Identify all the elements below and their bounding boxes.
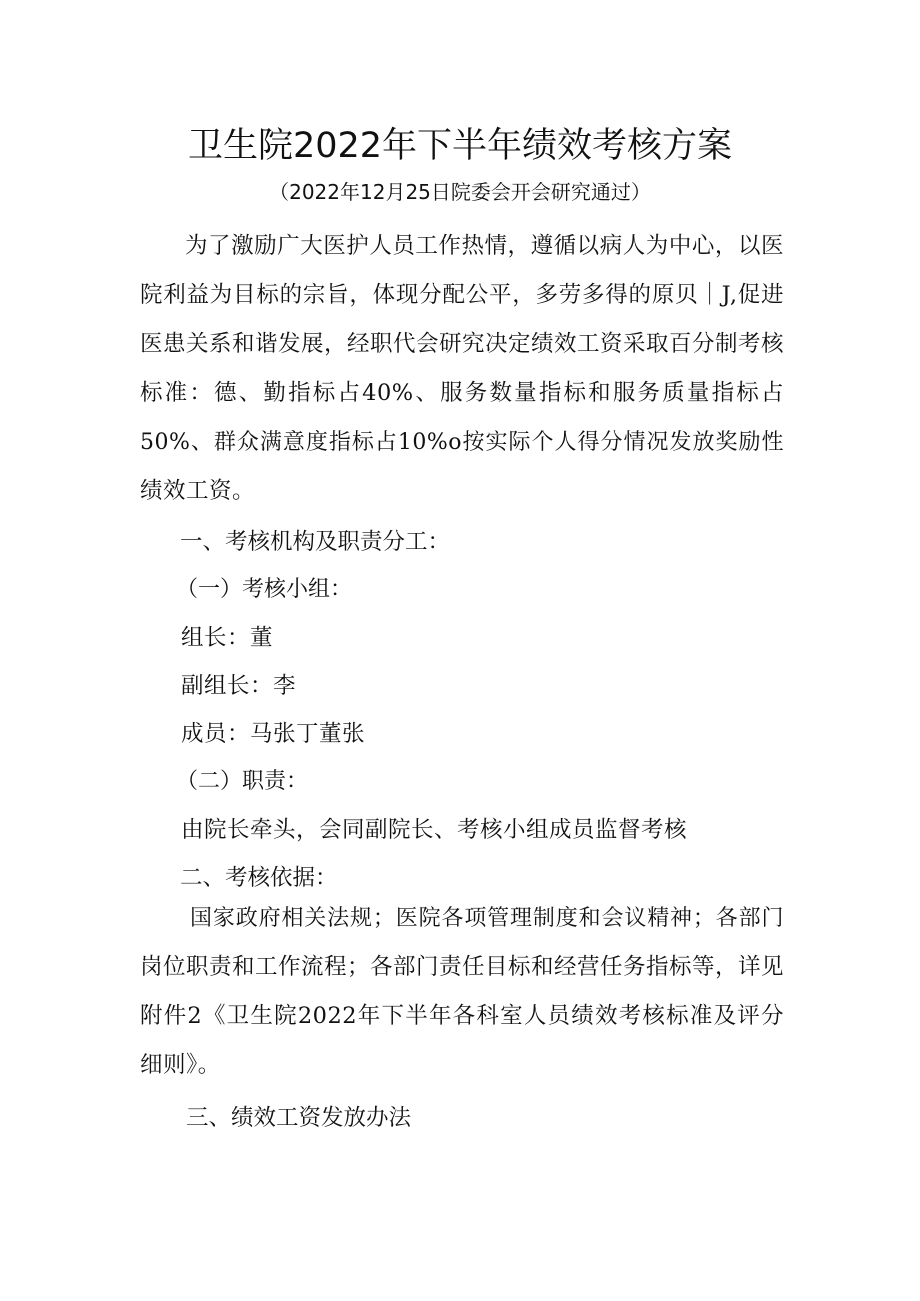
intro-line: 医患关系和谐发展，经职代会研究决定绩效工资采取百分制考核	[140, 331, 785, 357]
document-subtitle: （2022年12月25日院委会开会研究通过）	[269, 180, 651, 204]
intro-paragraph	[140, 222, 784, 516]
basis-paragraph	[140, 894, 784, 1090]
group-deputy: 副组长：李	[181, 673, 297, 699]
duty-heading: （二）职责：	[176, 769, 309, 794]
group-heading: （一）考核小组：	[176, 577, 353, 602]
group-leader: 组长：董	[181, 625, 274, 651]
duty-text: 由院长牵头，会同副院长、考核小组成员监督考核	[181, 817, 688, 843]
document-title: 卫生院2022年下半年绩效考核方案	[187, 126, 733, 166]
intro-line: 50%、群众满意度指标占10%o按实际个人得分情况发放奖励性	[140, 430, 784, 455]
intro-line: 为了激励广大医护人员工作热情，遵循以病人为中心，以医	[185, 233, 784, 259]
intro-line: 标准：德、勤指标占40%、服务数量指标和服务质量指标占	[140, 380, 784, 406]
basis-line: 岗位职责和工作流程；各部门责任目标和经营任务指标等，详见	[140, 954, 785, 980]
intro-line: 院利益为目标的宗旨，体现分配公平，多劳多得的原贝｜J,促进	[140, 282, 784, 308]
basis-line: 细则》。	[140, 1052, 221, 1078]
section1-heading: 一、考核机构及职责分工：	[180, 529, 451, 555]
group-members: 成员：马张丁董张	[181, 721, 366, 747]
basis-line: 国家政府相关法规；医院各项管理制度和会议精神；各部门	[190, 906, 784, 931]
basis-line: 附件2《卫生院2022年下半年各科室人员绩效考核标准及评分	[140, 1003, 784, 1029]
section3-heading: 三、绩效工资发放办法	[186, 1105, 412, 1131]
intro-line: 绩效工资。	[140, 478, 256, 504]
section2-heading: 二、考核依据：	[180, 865, 338, 891]
